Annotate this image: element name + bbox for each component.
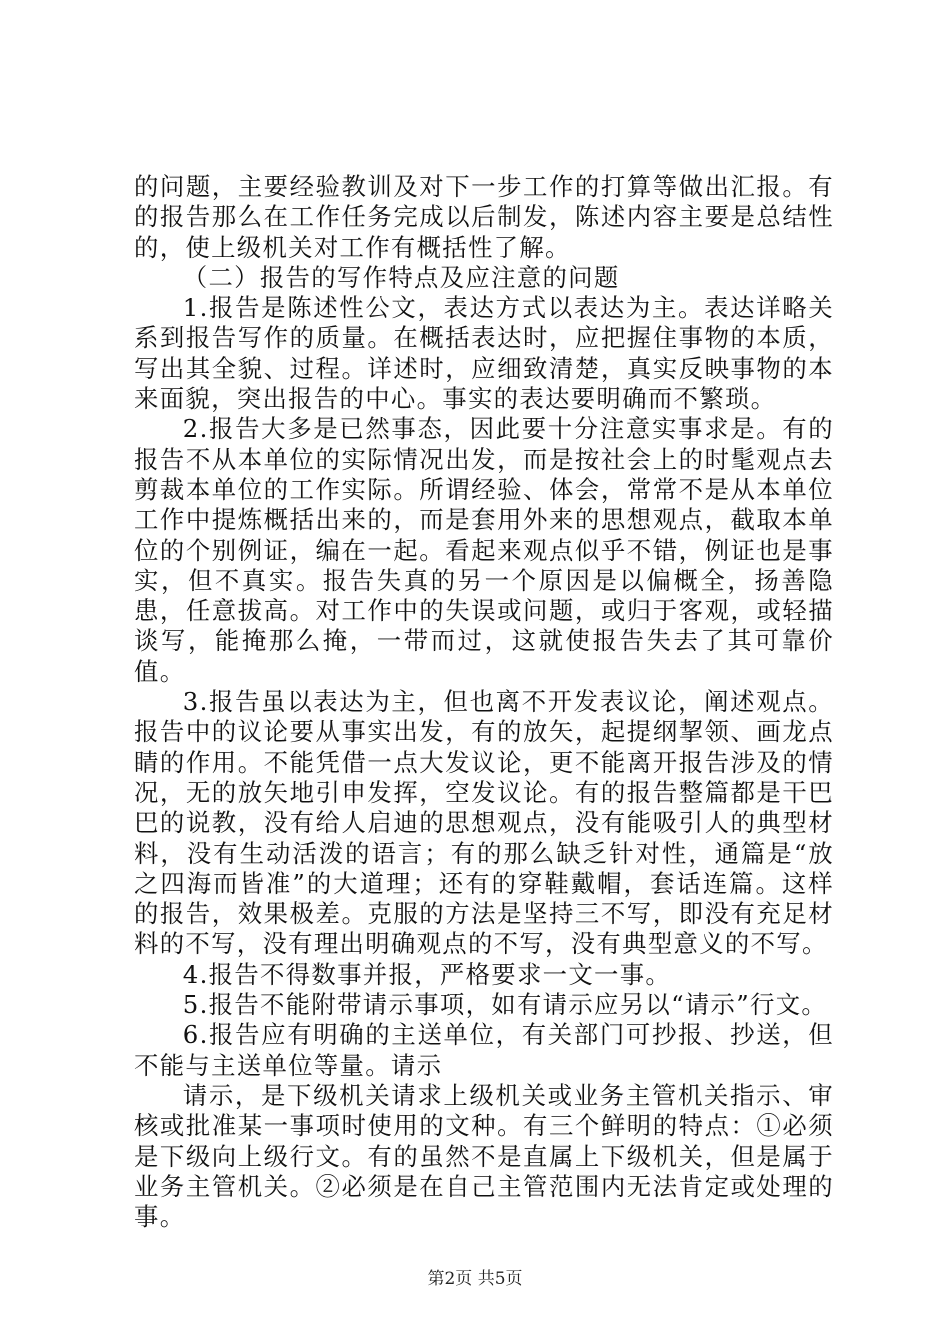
document-body [134,172,834,1232]
page-number-footer: 第2页 共5页 [427,1269,523,1289]
paragraph-point-5: 5.报告不能附带请示事项，如有请示应另以“请示”行文。 [182,990,828,1020]
paragraph-point-6: 6.报告应有明确的主送单位，有关部门可抄报、抄送，但不能与主送单位等量。请示 [134,1020,834,1080]
paragraph-point-1: 1.报告是陈述性公文，表达方式以表达为主。表达详略关系到报告写作的质量。在概括表达时，应把握住事物的本质，写出其全貌、过程。详述时，应细致清楚，真实反映事物的本来面貌，突出报告的中心。事实的表达要明确而不繁琐。 [134,293,834,414]
paragraph-point-2: 2.报告大多是已然事态，因此要十分注意实事求是。有的报告不从本单位的实际情况出发，而是按社会上的时髦观点去剪裁本单位的工作实际。所谓经验、体会，常常不是从本单位工作中提炼概括出来的，而是套用外来的思想观点，截取本单位的个别例证，编在一起。看起来观点似乎不错，例证也是事实，但不真实。报告失真的另一个原因是以偏概全，扬善隐患，任意拔高。对工作中的失误或问题，或归于客观，或轻描谈写，能掩那么掩，一带而过，这就使报告失去了其可靠价值。 [134,414,834,686]
paragraph-point-3: 3.报告虽以表达为主，但也离不开发表议论，阐述观点。报告中的议论要从事实出发，有的放矢，起提纲挈领、画龙点睛的作用。不能凭借一点大发议论，更不能离开报告涉及的情况，无的放矢地引申发挥，空发议论。有的报告整篇都是干巴巴的说教，没有给人启迪的思想观点，没有能吸引人的典型材料，没有生动活泼的语言；有的那么缺乏针对性，通篇是“放之四海而皆准”的大道理；还有的穿鞋戴帽，套话连篇。这样的报告，效果极差。克服的方法是坚持三不写，即没有充足材料的不写，没有理出明确观点的不写，没有典型意义的不写。 [134,687,834,959]
paragraph-continuation: 的问题，主要经验教训及对下一步工作的打算等做出汇报。有的报告那么在工作任务完成以后制发，陈述内容主要是总结性的，使上级机关对工作有概括性了解。 [134,172,834,262]
paragraph-point-4: 4.报告不得数事并报，严格要求一文一事。 [182,959,672,989]
paragraph-request-intro: 请示，是下级机关请求上级机关或业务主管机关指示、审核或批准某一事项时使用的文种。有三个鲜明的特点：①必须是下级向上级行文。有的虽然不是直属上下级机关，但是属于业务主管机关。②必须是在自己主管范围内无法肯定或处理的事。 [134,1080,834,1232]
section-heading: （二）报告的写作特点及应注意的问题 [182,262,620,292]
